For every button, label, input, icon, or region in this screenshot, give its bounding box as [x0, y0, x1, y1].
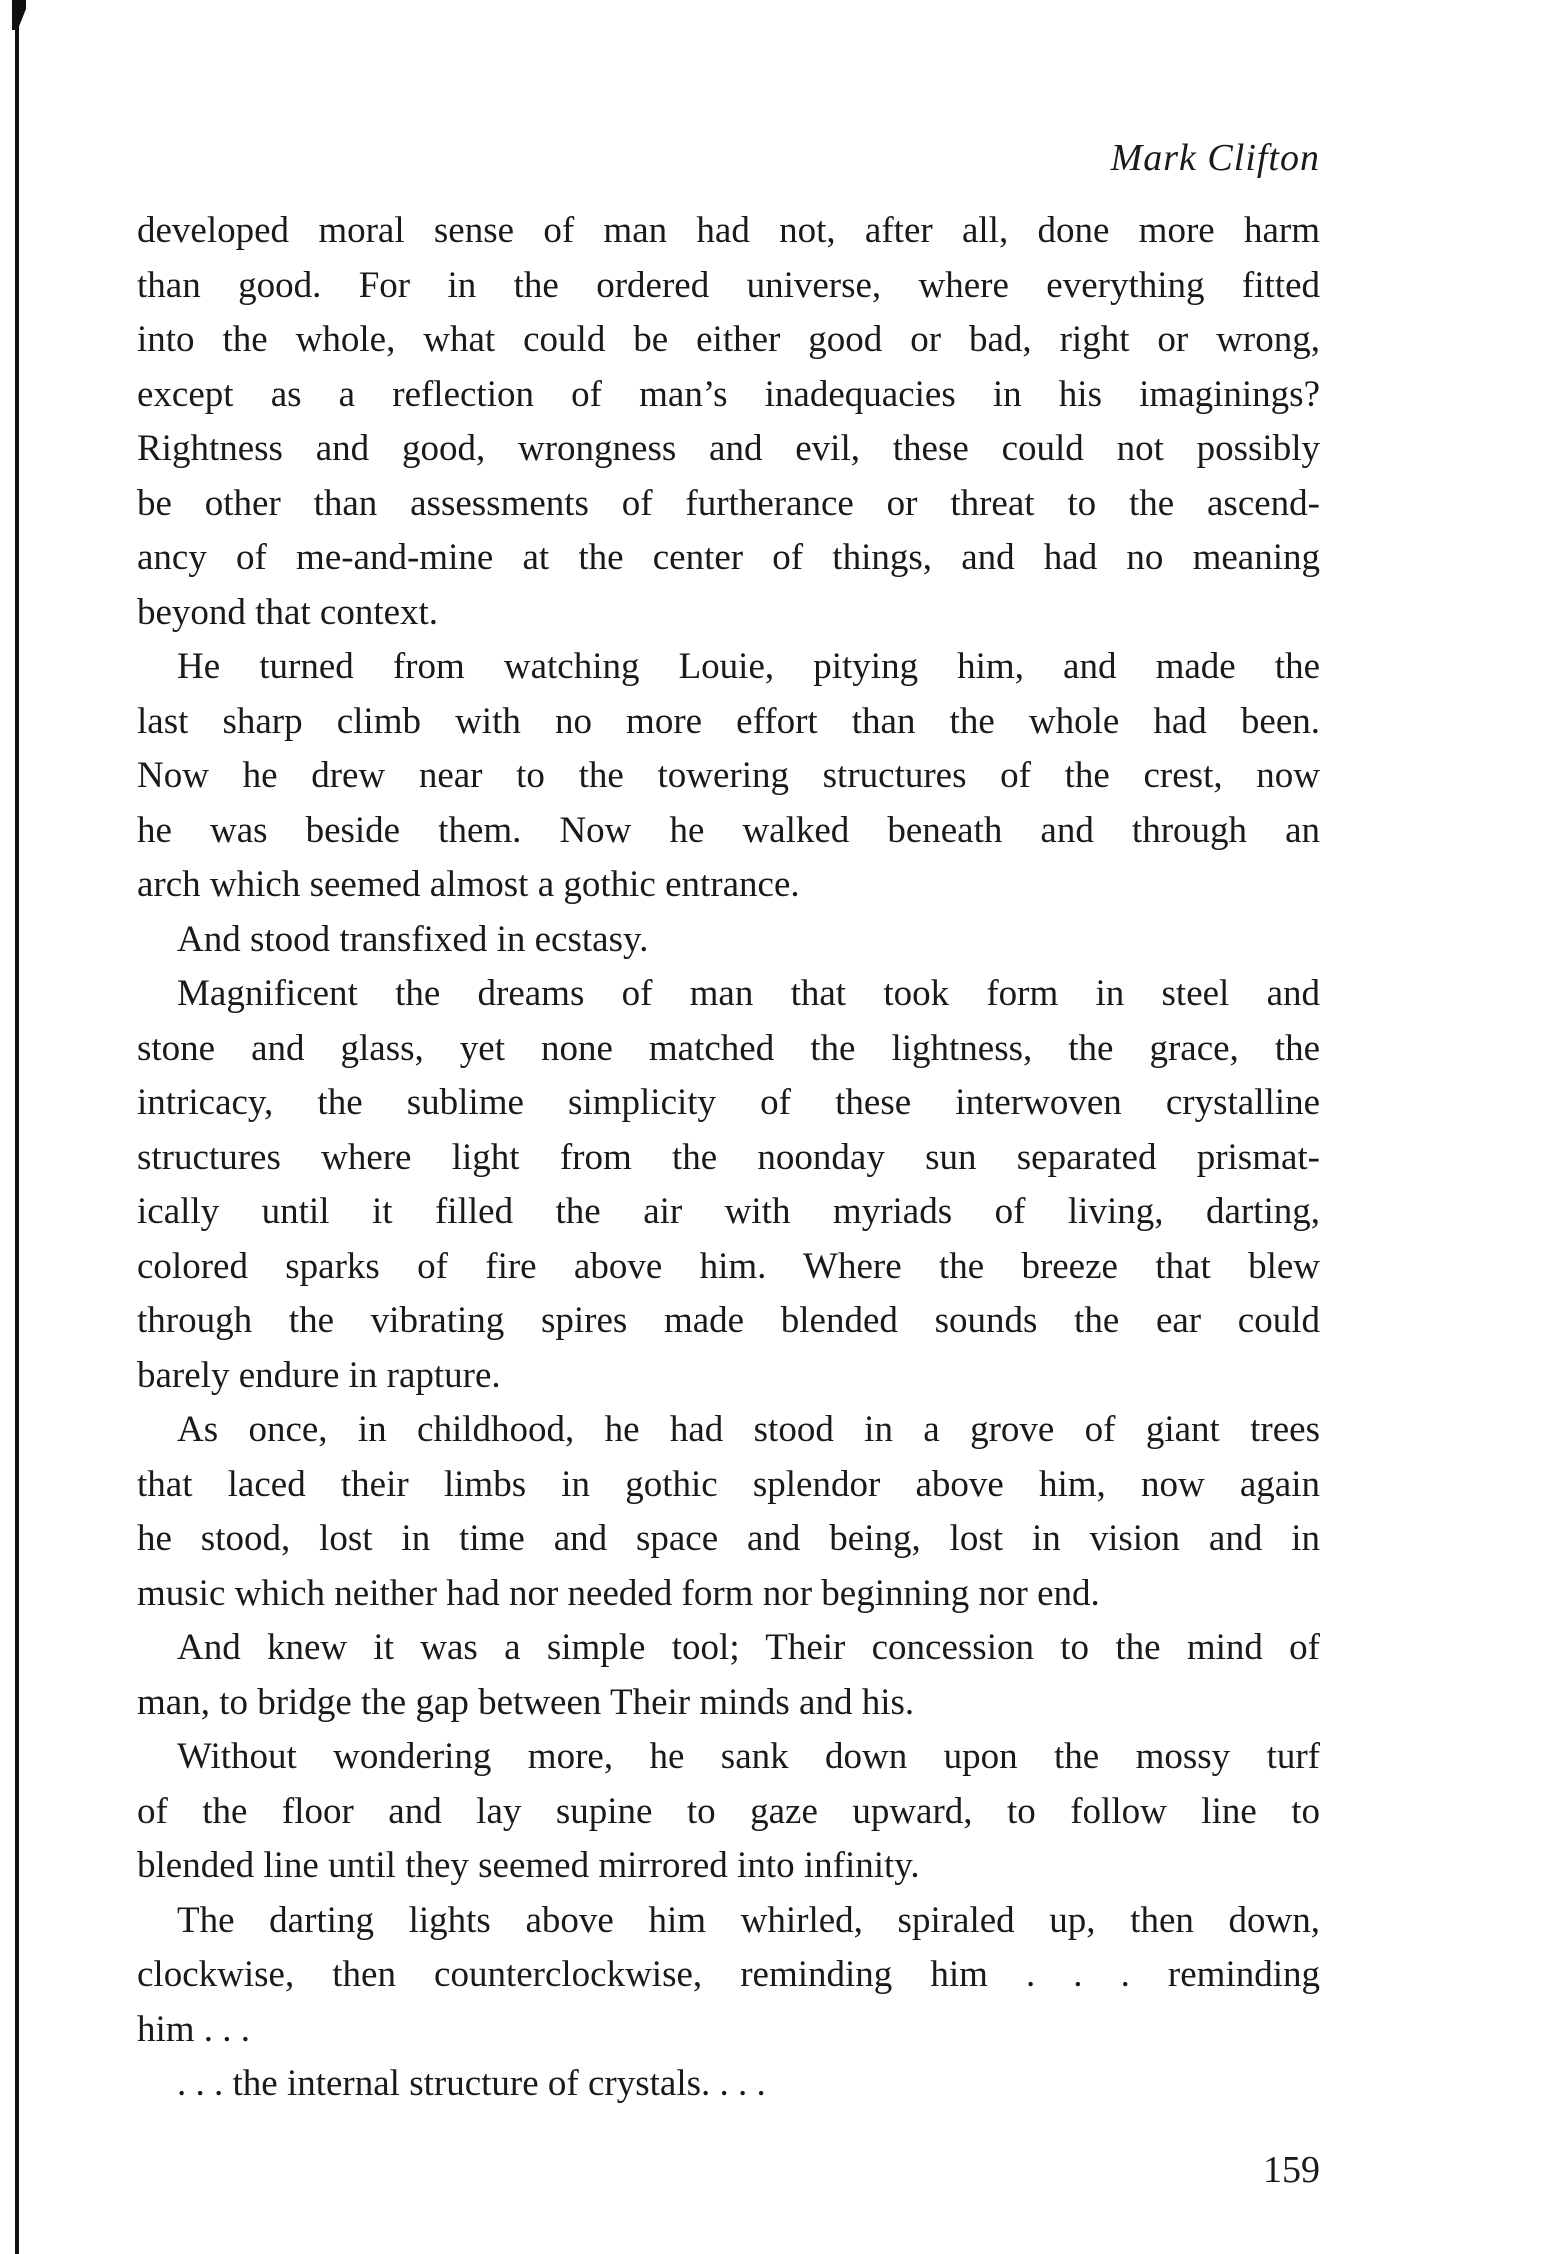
paragraph — [137, 1730, 1320, 1894]
text-line: clockwise, then counterclockwise, reminding him . . . reminding — [137, 1954, 1320, 1995]
text-line: man, to bridge the gap between Their minds and his. — [137, 1681, 915, 1723]
paragraph — [137, 1894, 1320, 2058]
body-text — [137, 204, 1320, 2112]
text-line: ically until it filled the air with myriads of living, darting, — [137, 1191, 1320, 1232]
text-line: arch which seemed almost a gothic entrance. — [137, 864, 800, 905]
text-line: stone and glass, yet none matched the lightness, the grace, the — [137, 1027, 1320, 1069]
text-line: intricacy, the sublime simplicity of these interwoven crystalline — [137, 1082, 1320, 1123]
paragraph — [137, 2057, 1320, 2112]
text-line: Without wondering more, he sank down upon the mossy turf — [177, 1736, 1320, 1777]
text-line: Rightness and good, wrongness and evil, these could not possibly — [137, 428, 1320, 469]
text-line: . . . the internal structure of crystals. . . . — [177, 2063, 766, 2104]
text-line: Now he drew near to the towering structures of the crest, now — [137, 755, 1320, 796]
paragraph — [137, 640, 1320, 913]
text-line: And stood transfixed in ecstasy. — [177, 918, 649, 960]
paragraph — [137, 1403, 1320, 1621]
text-line: And knew it was a simple tool; Their concession to the mind of — [177, 1627, 1320, 1668]
paragraph — [137, 913, 1320, 968]
text-line: except as a reflection of man’s inadequacies in his imaginings? — [137, 373, 1320, 415]
running-head-author: Mark Clifton — [1110, 137, 1320, 179]
page-binding-mark — [12, 0, 26, 30]
paragraph — [137, 204, 1320, 640]
text-line: into the whole, what could be either good or bad, right or wrong, — [137, 319, 1320, 360]
text-line: music which neither had nor needed form nor beginning nor end. — [137, 1572, 1100, 1614]
text-line: developed moral sense of man had not, after all, done more harm — [137, 210, 1320, 251]
text-line: beyond that context. — [137, 591, 439, 633]
text-line: he was beside them. Now he walked beneath and through an — [137, 809, 1320, 851]
text-line: colored sparks of fire above him. Where the breeze that blew — [137, 1245, 1320, 1287]
page-number: 159 — [1263, 2149, 1320, 2191]
text-line: him . . . — [137, 2008, 251, 2050]
text-line: through the vibrating spires made blended sounds the ear could — [137, 1300, 1320, 1341]
text-line: blended line until they seemed mirrored into infinity. — [137, 1845, 920, 1886]
text-line: The darting lights above him whirled, spiraled up, then down, — [177, 1899, 1320, 1941]
text-line: he stood, lost in time and space and being, lost in vision and in — [137, 1518, 1320, 1559]
text-line: As once, in childhood, he had stood in a grove of giant trees — [177, 1409, 1320, 1450]
text-line: that laced their limbs in gothic splendor above him, now again — [137, 1463, 1320, 1505]
text-line: He turned from watching Louie, pitying him, and made the — [177, 646, 1320, 687]
paragraph — [137, 1621, 1320, 1730]
page-binding-edge — [15, 0, 19, 2254]
text-line: of the floor and lay supine to gaze upward, to follow line to — [137, 1790, 1320, 1832]
text-line: than good. For in the ordered universe, where everything fitted — [137, 264, 1320, 306]
text-line: be other than assessments of furtherance or threat to the ascend- — [137, 482, 1320, 524]
text-line: barely endure in rapture. — [137, 1354, 501, 1396]
text-line: structures where light from the noonday sun separated prismat- — [137, 1136, 1320, 1178]
text-line: ancy of me-and-mine at the center of things, and had no meaning — [137, 537, 1320, 578]
paragraph — [137, 967, 1320, 1403]
text-line: last sharp climb with no more effort than the whole had been. — [137, 700, 1320, 742]
text-line: Magnificent the dreams of man that took form in steel and — [177, 973, 1320, 1014]
